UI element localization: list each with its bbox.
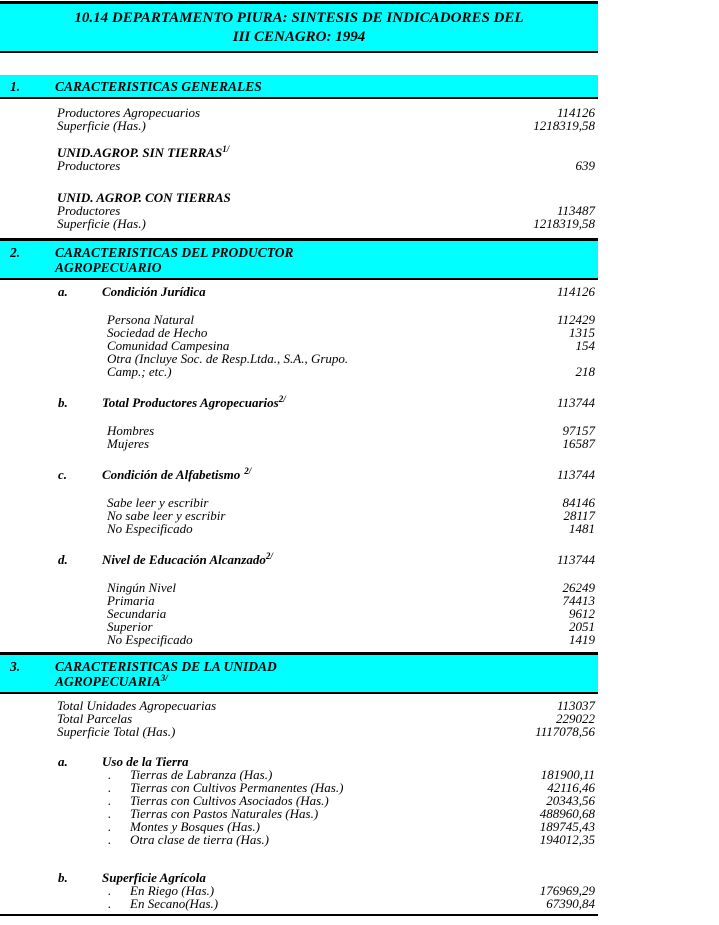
row-label: En Riego (Has.) bbox=[130, 883, 215, 898]
bullet: . bbox=[108, 819, 112, 834]
row-label: Productores bbox=[57, 158, 121, 173]
table-row bbox=[0, 119, 598, 132]
row-value: 97157 bbox=[562, 423, 595, 438]
subsection-header bbox=[0, 468, 598, 481]
document-content bbox=[0, 1, 598, 916]
subsection-letter: b. bbox=[58, 870, 68, 885]
row-value: 194012,35 bbox=[539, 832, 595, 847]
row-label: Otra clase de tierra (Has.) bbox=[130, 832, 270, 847]
row-label: Tierras con Pastos Naturales (Has.) bbox=[130, 806, 319, 821]
section-title-line2-text: AGROPECUARIA bbox=[55, 674, 161, 689]
row-value: 113037 bbox=[556, 698, 595, 713]
row-label: Camp.; etc.) bbox=[107, 364, 172, 379]
row-value: 1218319,58 bbox=[533, 118, 595, 133]
row-value: 176969,29 bbox=[539, 883, 595, 898]
table-row bbox=[0, 352, 598, 365]
row-label: Ningún Nivel bbox=[107, 580, 176, 595]
bullet: . bbox=[108, 806, 112, 821]
row-label: Superior bbox=[107, 619, 153, 634]
subsection-title bbox=[102, 552, 273, 567]
row-label: No Especificado bbox=[107, 632, 193, 647]
row-label: Sociedad de Hecho bbox=[107, 325, 208, 340]
subsection-value: 113744 bbox=[556, 552, 595, 567]
table-row bbox=[0, 807, 598, 820]
row-label: Primaria bbox=[107, 593, 155, 608]
row-value: 26249 bbox=[562, 580, 595, 595]
row-label: En Secano(Has.) bbox=[130, 896, 219, 911]
row-value: 229022 bbox=[556, 711, 595, 726]
row-label: No Especificado bbox=[107, 521, 193, 536]
section-title-line1: CARACTERISTICAS DEL PRODUCTOR bbox=[55, 245, 294, 260]
row-value: 28117 bbox=[563, 508, 595, 523]
bullet: . bbox=[108, 896, 112, 911]
row-label: No sabe leer y escribir bbox=[107, 508, 226, 523]
table-row bbox=[0, 496, 598, 509]
row-label: Comunidad Campesina bbox=[107, 338, 230, 353]
footnote-marker: 2/ bbox=[244, 466, 252, 476]
subsection-title-text: Condición de Alfabetismo bbox=[102, 467, 241, 482]
row-value: 20343,56 bbox=[546, 793, 595, 808]
subsection-header bbox=[0, 553, 598, 566]
section-2-header bbox=[0, 238, 598, 280]
table-row bbox=[0, 581, 598, 594]
row-value: 42116,46 bbox=[547, 780, 595, 795]
row-label: Superficie (Has.) bbox=[57, 216, 146, 231]
section-3-body bbox=[0, 694, 598, 910]
subsection-header bbox=[0, 871, 598, 884]
subsection-title-text: Nivel de Educación Alcanzado bbox=[102, 552, 266, 567]
row-value: 112429 bbox=[556, 312, 595, 327]
row-value: 114126 bbox=[556, 105, 595, 120]
table-row bbox=[0, 884, 598, 897]
row-value: 9612 bbox=[569, 606, 595, 621]
subsection-title: Uso de la Tierra bbox=[102, 754, 189, 769]
section-number: 2. bbox=[10, 245, 21, 260]
table-row bbox=[0, 217, 598, 230]
item-group bbox=[0, 424, 598, 450]
table-row bbox=[0, 509, 598, 522]
row-label: Tierras de Labranza (Has.) bbox=[130, 767, 273, 782]
table-row bbox=[0, 607, 598, 620]
footnote-marker: 2/ bbox=[278, 394, 286, 404]
subsection-letter: b. bbox=[58, 395, 68, 410]
section-title-line2 bbox=[55, 674, 598, 689]
table-row bbox=[0, 897, 598, 910]
footnote-marker: 2/ bbox=[265, 551, 273, 561]
row-value: 2051 bbox=[569, 619, 595, 634]
row-value: 1117078,56 bbox=[535, 724, 595, 739]
item-group bbox=[0, 496, 598, 535]
row-label: Superficie Total (Has.) bbox=[57, 724, 176, 739]
row-label: Productores Agropecuarios bbox=[57, 105, 201, 120]
row-label: Productores bbox=[57, 203, 121, 218]
row-value: 218 bbox=[575, 364, 595, 379]
row-label: Total Parcelas bbox=[57, 711, 133, 726]
table-row bbox=[0, 620, 598, 633]
subsection-title-text: Condición Jurídica bbox=[102, 284, 206, 299]
table-row bbox=[0, 313, 598, 326]
row-value: 181900,11 bbox=[540, 767, 595, 782]
section-number: 1. bbox=[10, 79, 21, 94]
subsection-letter: a. bbox=[58, 754, 68, 769]
subsection-letter: c. bbox=[58, 467, 68, 482]
section-title-line1: CARACTERISTICAS DE LA UNIDAD bbox=[55, 659, 277, 674]
subsection-value: 113744 bbox=[556, 467, 595, 482]
row-value: 154 bbox=[575, 338, 595, 353]
subsection-title-text: Total Productores Agropecuarios bbox=[102, 395, 279, 410]
table-row bbox=[0, 437, 598, 450]
section-title: CARACTERISTICAS GENERALES bbox=[55, 79, 262, 94]
subsection-value: 114126 bbox=[556, 284, 595, 299]
subsection-header bbox=[0, 755, 598, 768]
row-value: 74413 bbox=[562, 593, 595, 608]
bullet: . bbox=[108, 767, 112, 782]
page-title-line2: III CENAGRO: 1994 bbox=[232, 29, 366, 45]
footnote-marker: 3/ bbox=[160, 673, 168, 683]
table-row bbox=[0, 522, 598, 535]
group-sin-tierras bbox=[0, 146, 598, 172]
table-row bbox=[0, 424, 598, 437]
bottom-rule bbox=[0, 914, 598, 916]
subsection-header bbox=[0, 285, 598, 298]
row-label: Mujeres bbox=[107, 436, 150, 451]
section-3-header bbox=[0, 652, 598, 694]
item-group bbox=[0, 581, 598, 646]
row-value: 1481 bbox=[569, 521, 595, 536]
section-title bbox=[55, 659, 598, 689]
row-label: Hombres bbox=[107, 423, 155, 438]
subsection-title: Superficie Agrícola bbox=[102, 870, 206, 885]
row-label: Total Unidades Agropecuarias bbox=[57, 698, 217, 713]
group-header-text: UNID. AGROP. CON TIERRAS bbox=[57, 190, 231, 205]
row-value: 1315 bbox=[569, 325, 595, 340]
page-title-line1: 10.14 DEPARTAMENTO PIURA: SINTESIS DE INDICADORES DEL bbox=[74, 10, 524, 26]
section-1-body bbox=[0, 99, 598, 238]
row-label: Persona Natural bbox=[107, 312, 195, 327]
subsection-title bbox=[102, 284, 206, 299]
row-value: 1218319,58 bbox=[533, 216, 595, 231]
row-value: 639 bbox=[575, 158, 595, 173]
row-label: Montes y Bosques (Has.) bbox=[130, 819, 260, 834]
row-label: Otra (Incluye Soc. de Resp.Ltda., S.A., Grupo. bbox=[107, 351, 349, 366]
section-number: 3. bbox=[10, 659, 21, 674]
footnote-marker: 1/ bbox=[222, 144, 230, 154]
subsection-title bbox=[102, 467, 251, 482]
row-value: 1419 bbox=[569, 632, 595, 647]
title-banner bbox=[0, 1, 598, 53]
table-row bbox=[0, 365, 598, 378]
item-group bbox=[0, 313, 598, 378]
table-row bbox=[0, 820, 598, 833]
row-value: 488960,68 bbox=[539, 806, 595, 821]
table-row bbox=[0, 833, 598, 846]
row-label: Tierras con Cultivos Asociados (Has.) bbox=[130, 793, 329, 808]
table-row bbox=[0, 159, 598, 172]
bullet: . bbox=[108, 780, 112, 795]
spacer bbox=[0, 53, 598, 75]
row-label: Superficie (Has.) bbox=[57, 118, 146, 133]
table-row bbox=[0, 594, 598, 607]
bullet: . bbox=[108, 883, 112, 898]
row-value: 67390,84 bbox=[546, 896, 595, 911]
section-1-header bbox=[0, 75, 598, 99]
group-con-tierras bbox=[0, 191, 598, 230]
row-label: Tierras con Cultivos Permanentes (Has.) bbox=[130, 780, 344, 795]
bullet: . bbox=[108, 793, 112, 808]
row-value: 16587 bbox=[562, 436, 595, 451]
subsection-header bbox=[0, 396, 598, 409]
row-label: Sabe leer y escribir bbox=[107, 495, 209, 510]
bullet: . bbox=[108, 832, 112, 847]
subsection-title bbox=[102, 395, 286, 410]
row-value: 84146 bbox=[562, 495, 595, 510]
row-label: Secundaria bbox=[107, 606, 167, 621]
table-row bbox=[0, 326, 598, 339]
subsection-letter: d. bbox=[58, 552, 68, 567]
table-row bbox=[0, 633, 598, 646]
subsection-letter: a. bbox=[58, 284, 68, 299]
section-title bbox=[55, 245, 598, 275]
subsection-value: 113744 bbox=[556, 395, 595, 410]
row-value: 113487 bbox=[556, 203, 595, 218]
row-value: 189745,43 bbox=[539, 819, 595, 834]
table-row bbox=[0, 725, 598, 738]
group-header-text: UNID.AGROP. SIN TIERRAS bbox=[57, 145, 223, 160]
section-title-line2: AGROPECUARIO bbox=[55, 260, 162, 275]
section-2-body bbox=[0, 280, 598, 652]
